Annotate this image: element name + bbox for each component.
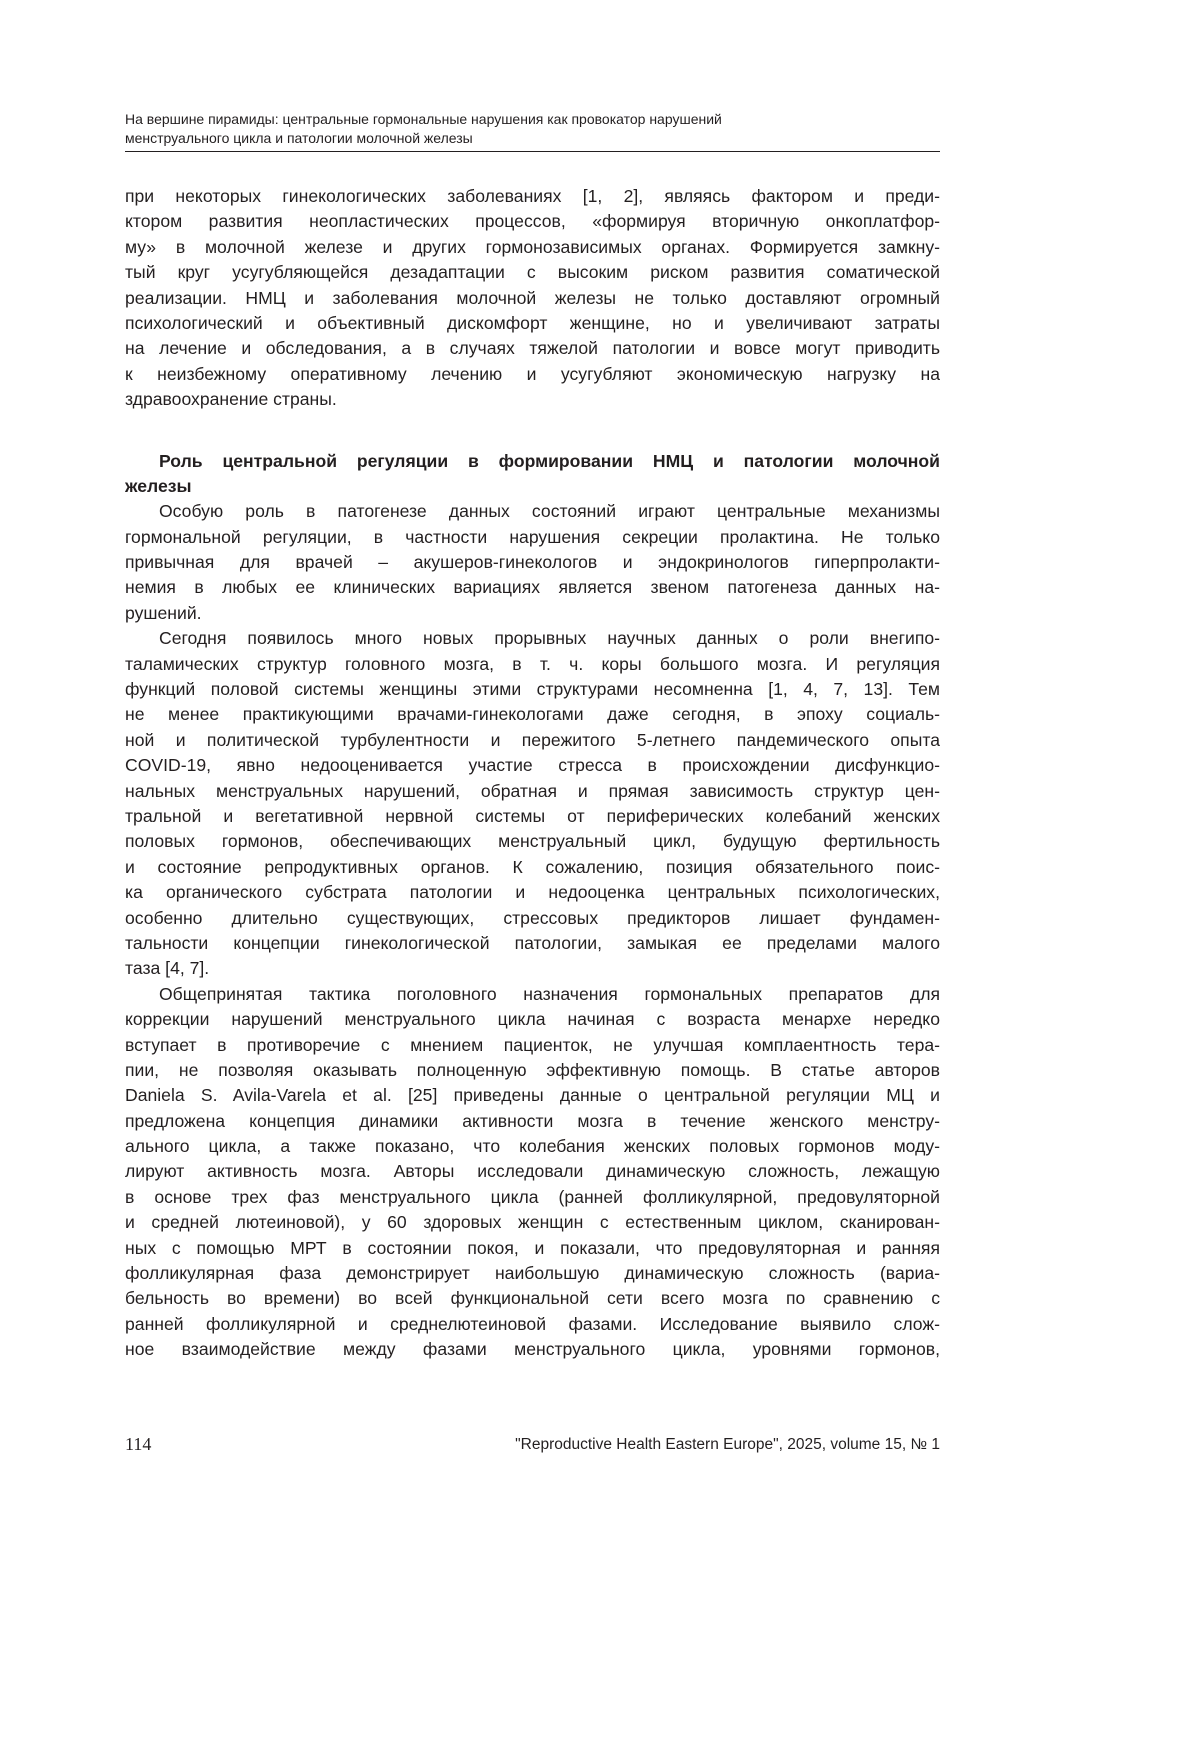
paragraph [125, 184, 940, 413]
running-header-line: На вершине пирамиды: центральные гормональные нарушения как провокатор нарушений [125, 110, 940, 129]
text-line: гормональной регуляции, в частности нарушения секреции пролактина. Не только [125, 525, 940, 550]
text-line: тальности концепции гинекологической патологии, замыкая ее пределами малого [125, 931, 940, 956]
text-line: лируют активность мозга. Авторы исследовали динамическую сложность, лежащую [125, 1159, 940, 1184]
text-line: ка органического субстрата патологии и недооценка центральных психологических, [125, 880, 940, 905]
text-line: предложена концепция динамики активности мозга в течение женского менстру- [125, 1109, 940, 1134]
text-line: на лечение и обследования, а в случаях тяжелой патологии и вовсе могут приводить [125, 336, 940, 361]
paragraph [125, 626, 940, 981]
text-line: ных с помощью МРТ в состоянии покоя, и показали, что предовуляторная и ранняя [125, 1236, 940, 1261]
paragraph [125, 982, 940, 1363]
text-line: при некоторых гинекологических заболеваниях [1, 2], являясь фактором и преди- [125, 184, 940, 209]
text-line: Особую роль в патогенезе данных состояний играют центральные механизмы [125, 499, 940, 524]
text-line: вступает в противоречие с мнением пациенток, не улучшая комплаентность тера- [125, 1033, 940, 1058]
text-line: таламических структур головного мозга, в т. ч. коры большого мозга. И регуляция [125, 652, 940, 677]
text-line: и состояние репродуктивных органов. К сожалению, позиция обязательного поис- [125, 855, 940, 880]
text-line: Сегодня появилось много новых прорывных научных данных о роли внегипо- [125, 626, 940, 651]
text-line: таза [4, 7]. [125, 956, 940, 981]
article-body [125, 184, 940, 1363]
running-header-line: менструального цикла и патологии молочной железы [125, 129, 940, 148]
text-line: му» в молочной железе и других гормонозависимых органах. Формируется замкну- [125, 235, 940, 260]
text-line: бельность во времени) во всей функциональной сети всего мозга по сравнению с [125, 1286, 940, 1311]
journal-citation: "Reproductive Health Eastern Europe", 2025, volume 15, № 1 [515, 1436, 940, 1454]
text-line: нальных менструальных нарушений, обратная и прямая зависимость структур цен- [125, 779, 940, 804]
page-number: 114 [125, 1434, 151, 1455]
text-line: к неизбежному оперативному лечению и усугубляют экономическую нагрузку на [125, 362, 940, 387]
text-line: тый круг усугубляющейся дезадаптации с высоким риском развития соматической [125, 260, 940, 285]
text-line: Роль центральной регуляции в формировании НМЦ и патологии молочной [125, 449, 940, 474]
text-line: особенно длительно существующих, стрессовых предикторов лишает фундамен- [125, 906, 940, 931]
text-line: рушений. [125, 601, 940, 626]
text-line: коррекции нарушений менструального цикла начиная с возраста менархе нередко [125, 1007, 940, 1032]
section-heading [125, 449, 940, 500]
text-line: Общепринятая тактика поголовного назначения гормональных препаратов для [125, 982, 940, 1007]
text-line: ранней фолликулярной и среднелютеиновой фазами. Исследование выявило слож- [125, 1312, 940, 1337]
text-line: Daniela S. Avila-Varela et al. [25] приведены данные о центральной регуляции МЦ и [125, 1083, 940, 1108]
text-line: привычная для врачей – акушеров-гинекологов и эндокринологов гиперпролакти- [125, 550, 940, 575]
header-divider [125, 151, 940, 152]
text-line: немия в любых ее клинических вариациях является звеном патогенеза данных на- [125, 575, 940, 600]
text-line: ктором развития неопластических процессов, «формируя вторичную онкоплатфор- [125, 209, 940, 234]
text-line: ального цикла, а также показано, что колебания женских половых гормонов моду- [125, 1134, 940, 1159]
text-line: и средней лютеиновой), у 60 здоровых женщин с естественным циклом, сканирован- [125, 1210, 940, 1235]
text-line: железы [125, 474, 940, 499]
text-line: ное взаимодействие между фазами менструального цикла, уровнями гормонов, [125, 1337, 940, 1362]
text-line: в основе трех фаз менструального цикла (ранней фолликулярной, предовуляторной [125, 1185, 940, 1210]
text-line: функций половой системы женщины этими структурами несомненна [1, 4, 7, 13]. Тем [125, 677, 940, 702]
section-gap [125, 413, 940, 449]
text-line: тральной и вегетативной нервной системы от периферических колебаний женских [125, 804, 940, 829]
text-line: пии, не позволяя оказывать полноценную эффективную помощь. В статье авторов [125, 1058, 940, 1083]
text-line: COVID-19, явно недооценивается участие стресса в происхождении дисфункцио- [125, 753, 940, 778]
text-line: здравоохранение страны. [125, 387, 940, 412]
text-line: половых гормонов, обеспечивающих менструальный цикл, будущую фертильность [125, 829, 940, 854]
text-line: фолликулярная фаза демонстрирует наибольшую динамическую сложность (вариа- [125, 1261, 940, 1286]
text-line: реализации. НМЦ и заболевания молочной железы не только доставляют огромный [125, 286, 940, 311]
text-line: психологический и объективный дискомфорт женщине, но и увеличивают затраты [125, 311, 940, 336]
text-line: ной и политической турбулентности и пережитого 5-летнего пандемического опыта [125, 728, 940, 753]
running-header [125, 110, 940, 148]
text-line: не менее практикующими врачами-гинекологами даже сегодня, в эпоху социаль- [125, 702, 940, 727]
paragraph [125, 499, 940, 626]
